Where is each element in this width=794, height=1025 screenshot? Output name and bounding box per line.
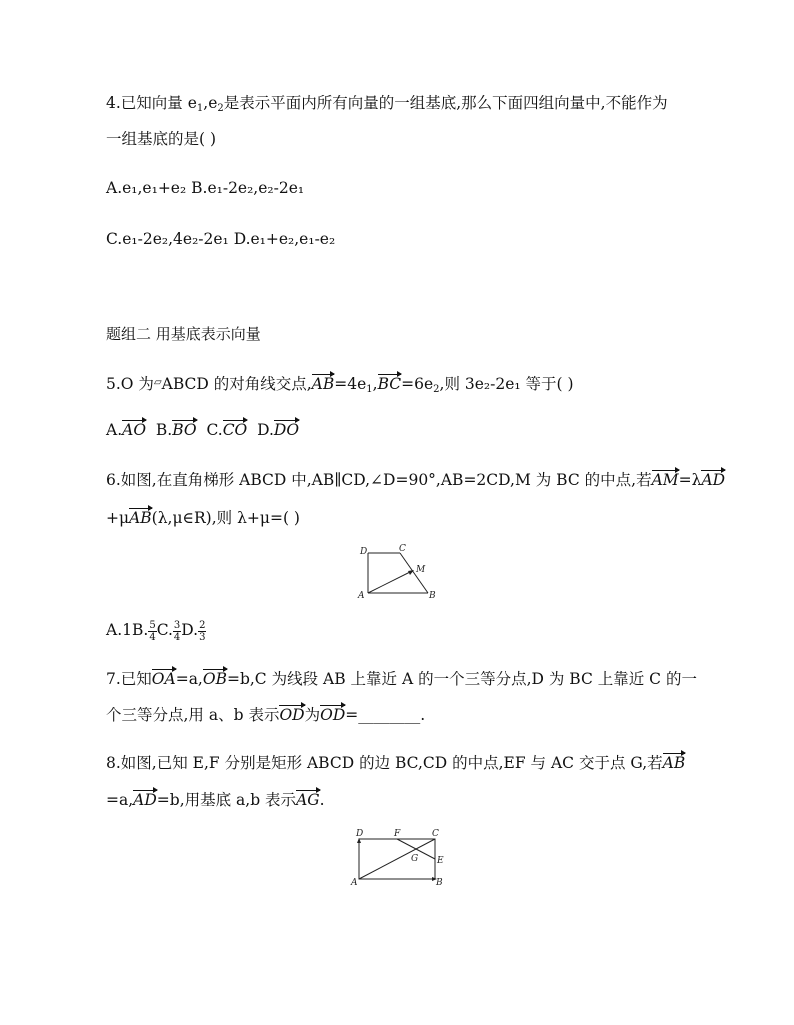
fraction-d — [198, 620, 206, 643]
vector-ag: AG — [296, 791, 320, 809]
segment-am — [368, 571, 412, 593]
q7-line1 — [106, 668, 697, 690]
q6-text: =λ — [678, 471, 702, 489]
option-label: C. — [156, 621, 173, 639]
vector-bo: BO — [172, 421, 197, 439]
fraction-b — [148, 620, 156, 643]
q7-text: =b,C 为线段 AB 上靠近 A 的一个三等分点,D 为 BC 上靠近 C 的一 — [226, 670, 697, 688]
label-c: C — [432, 829, 439, 839]
label-g: G — [411, 854, 419, 864]
subscript: 1 — [196, 103, 204, 114]
denominator: 4 — [149, 631, 156, 643]
q5-text: =6e — [401, 375, 434, 393]
q6-text: 6.如图,在直角梯形 ABCD 中,AB∥CD,∠D=90°,AB=2CD,M 为 BC 的中点,若 — [106, 471, 652, 489]
vector-ad: AD — [701, 471, 726, 489]
subscript: 2 — [433, 384, 440, 395]
parallelogram-icon: ▱ — [153, 377, 162, 388]
q7-text: =a, — [175, 670, 203, 688]
vector-ab: AB — [311, 375, 335, 393]
vector-am: AM — [651, 471, 679, 489]
q7-line2 — [106, 704, 425, 726]
q4-options-cd: C.e₁-2e₂,4e₂-2e₁ D.e₁+e₂,e₁-e₂ — [106, 230, 336, 248]
q8-line2 — [106, 789, 325, 811]
q6-options — [106, 619, 206, 643]
q5-text: 5.O 为 — [106, 375, 154, 393]
vector-od: OD — [279, 706, 305, 724]
denominator: 4 — [173, 631, 181, 643]
label-d: D — [356, 829, 364, 839]
q8-text: 8.如图,已知 E,F 分别是矩形 ABCD 的边 BC,CD 的中点,EF 与 AC 交于点 G,若 — [106, 754, 663, 772]
numerator: 5 — [149, 619, 156, 631]
vector-ob: OB — [202, 670, 227, 688]
q7-text: 7.已知 — [106, 670, 152, 688]
option-label: A.1B. — [106, 621, 149, 639]
label-f: F — [394, 829, 401, 839]
q6-text: +μ — [106, 509, 130, 527]
option-label: B. — [146, 421, 173, 439]
numerator: 2 — [199, 619, 206, 631]
subscript: 2 — [217, 103, 224, 114]
q5-options — [106, 419, 299, 441]
label-c: C — [399, 544, 406, 554]
q7-text: 为 — [304, 706, 321, 724]
numerator: 3 — [173, 619, 181, 631]
q5-text: , — [372, 375, 378, 393]
label-b: B — [436, 878, 443, 888]
vector-ab: AB — [129, 509, 152, 527]
q5-text: ,则 3e₂-2e₁ 等于( ) — [439, 375, 574, 393]
q6-line2 — [106, 507, 300, 529]
vector-do: DO — [273, 421, 300, 439]
q5-text: =4e — [334, 375, 367, 393]
label-e: E — [437, 856, 444, 866]
subscript: 1 — [366, 384, 373, 395]
diagonal-ac — [359, 839, 435, 879]
option-label: D. — [181, 621, 199, 639]
vector-bc: BC — [377, 375, 402, 393]
option-label: C. — [196, 421, 223, 439]
q4-line2: 一组基底的是( ) — [106, 130, 217, 148]
q8-text: . — [319, 791, 325, 809]
q6-text: (λ,μ∈R),则 λ+μ=( ) — [151, 509, 300, 527]
q4-text: 是表示平面内所有向量的一组基底,那么下面四组向量中,不能作为 — [223, 94, 668, 112]
vector-co: CO — [222, 421, 248, 439]
q8-line1 — [106, 752, 685, 774]
q8-text: =a, — [106, 791, 134, 809]
q4-text: 4.已知向量 e — [106, 94, 197, 112]
vector-oa: OA — [151, 670, 176, 688]
vector-od: OD — [320, 706, 346, 724]
vector-ab: AB — [662, 754, 686, 772]
label-a: A — [358, 591, 365, 601]
label-b: B — [429, 591, 436, 601]
answer-blank: =________. — [345, 706, 426, 724]
vector-ao: AO — [122, 421, 147, 439]
label-d: D — [360, 547, 368, 557]
q7-text: 个三等分点,用 a、b 表示 — [106, 706, 280, 724]
q5-text: ABCD 的对角线交点, — [161, 375, 312, 393]
vector-ad: AD — [133, 791, 157, 809]
label-m: M — [416, 565, 426, 575]
q5-stem — [106, 372, 574, 395]
option-label: A. — [106, 421, 123, 439]
rectangle-figure — [348, 827, 450, 889]
trapezoid-figure — [352, 543, 442, 601]
q4-options-ab: A.e₁,e₁+e₂ B.e₁-2e₂,e₂-2e₁ — [106, 179, 305, 197]
q8-text: =b,用基底 a,b 表示 — [156, 791, 297, 809]
denominator: 3 — [199, 631, 206, 643]
label-a: A — [351, 878, 358, 888]
q6-line1 — [106, 469, 725, 491]
option-label: D. — [247, 421, 274, 439]
q4-text: ,e — [203, 94, 218, 112]
q4-line1 — [106, 92, 668, 114]
section-heading: 题组二 用基底表示向量 — [106, 325, 261, 343]
